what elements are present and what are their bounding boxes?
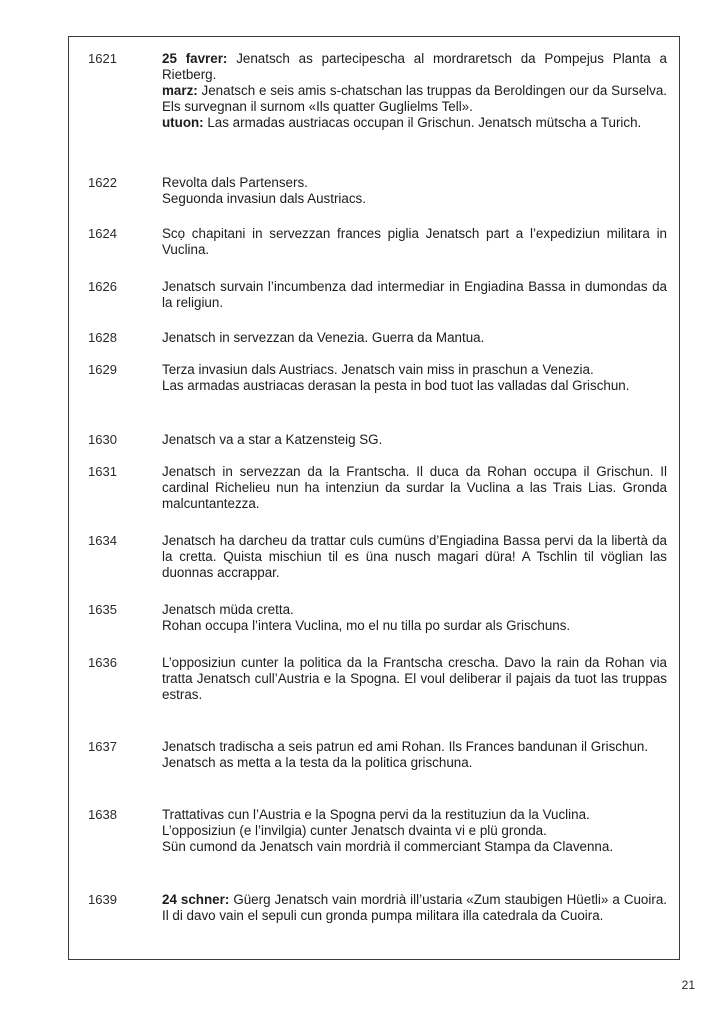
text-line: Jenatsch tradischa a seis patrun ed ami Rohan. Ils Frances bandunan il Grischun.: [162, 739, 649, 754]
text-line: Jenatsch müda cretta.: [162, 602, 294, 617]
year: 1635: [88, 602, 117, 617]
year: 1639: [88, 892, 117, 907]
text-line: marz: Jenatsch e seis amis s-chatschan las truppas da Beroldingen our da Surselva. Els survegnan il surnom «Ils quatter Guglielms Tell».: [162, 83, 667, 114]
entry-text: [162, 279, 667, 311]
year: 1624: [88, 226, 117, 241]
entry-text: [162, 739, 667, 771]
year: 1626: [88, 279, 117, 294]
year: 1631: [88, 464, 117, 479]
entry-text: [162, 602, 667, 634]
date-label: 24 schner:: [162, 892, 230, 907]
text-line: Jenatsch in servezzan da Venezia. Guerra da Mantua.: [162, 330, 485, 345]
entry-text: [162, 51, 667, 131]
year: 1629: [88, 362, 117, 377]
entry-text: [162, 175, 667, 207]
entry-text: [162, 533, 667, 581]
text-line: Jenatsch ha darcheu da trattar culs cumüns d’Engiadina Bassa pervi da la libertà da la cretta. Quista mischiun til es üna nusch magari düra! A Tschlin til vöglian las duonnas accrappar.: [162, 533, 667, 580]
year: 1621: [88, 51, 117, 66]
entry-text: [162, 432, 667, 448]
text-line: Trattativas cun l’Austria e la Spogna pervi da la restituziun da la Vuclina.: [162, 807, 590, 822]
entry-text: [162, 807, 667, 855]
text-line: L’opposiziun (e l’invilgia) cunter Jenatsch dvainta vi e plü gronda.: [162, 823, 547, 838]
text-line: Jenatsch in servezzan da la Frantscha. Il duca da Rohan occupa il Grischun. Il cardinal Richelieu nun ha intenziun da surdar la Vuclina a las Trais Lias. Gronda malcuntantezza.: [162, 464, 667, 511]
date-label: marz:: [162, 83, 198, 98]
text-line: Revolta dals Partensers.: [162, 175, 308, 190]
entry-text: [162, 226, 667, 258]
text-line: Jenatsch survain l’incumbenza dad intermediar in Engiadina Bassa in dumondas da la religiun.: [162, 279, 667, 310]
entry-text: [162, 464, 667, 512]
year: 1637: [88, 739, 117, 754]
text-line: 24 schner: Güerg Jenatsch vain mordrià ill’ustaria «Zum staubigen Hüetli» a Cuoira. Il di davo vain el sepuli cun gronda pumpa militara illa catedrala da Cuoira.: [162, 892, 667, 923]
date-label: 25 favrer:: [162, 51, 228, 66]
text-line: 25 favrer: Jenatsch as partecipescha al mordraretsch da Pompejus Planta a Rietberg.: [162, 51, 667, 82]
text-line: Scọ chapitani in servezzan frances piglia Jenatsch part a l’expediziun militara in Vuclina.: [162, 226, 667, 257]
text-line: utuon: Las armadas austriacas occupan il Grischun. Jenatsch mütscha a Turich.: [162, 115, 642, 130]
entry-text: [162, 362, 667, 394]
text-line: Seguonda invasiun dals Austriacs.: [162, 191, 366, 206]
chronology-table: [68, 36, 680, 960]
year: 1622: [88, 175, 117, 190]
year: 1628: [88, 330, 117, 345]
entry-text: [162, 892, 667, 924]
year: 1634: [88, 533, 117, 548]
entry-text: [162, 655, 667, 703]
text-line: Jenatsch va a star a Katzensteig SG.: [162, 432, 383, 447]
year: 1638: [88, 807, 117, 822]
year: 1636: [88, 655, 117, 670]
text-line: Jenatsch as metta a la testa da la politica grischuna.: [162, 755, 473, 770]
text-line: L’opposiziun cunter la politica da la Frantscha crescha. Davo la rain da Rohan via tratta Jenatsch cull’Austria e la Spogna. El voul deliberar il pajais da tuot las truppas estras.: [162, 655, 667, 702]
text-line: Rohan occupa l’intera Vuclina, mo el nu tilla po surdar als Grischuns.: [162, 618, 571, 633]
year: 1630: [88, 432, 117, 447]
date-label: utuon:: [162, 115, 204, 130]
text-line: Sün cumond da Jenatsch vain mordrià il commerciant Stampa da Clavenna.: [162, 839, 614, 854]
page-number: 21: [681, 978, 695, 992]
text-line: Terza invasiun dals Austriacs. Jenatsch vain miss in praschun a Venezia.: [162, 362, 594, 377]
entry-text: [162, 330, 667, 346]
text-line: Las armadas austriacas derasan la pesta in bod tuot las valladas dal Grischun.: [162, 378, 630, 393]
